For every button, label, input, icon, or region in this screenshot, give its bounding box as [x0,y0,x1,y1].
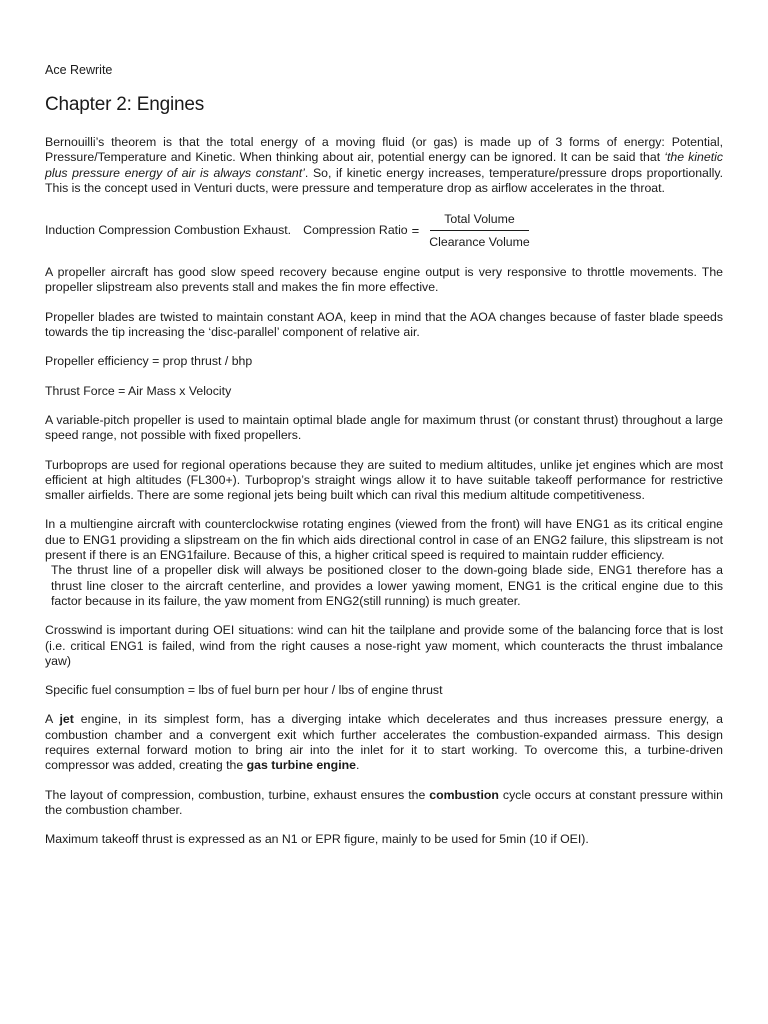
fraction [423,212,535,249]
chapter-title: Chapter 2: Engines [45,94,205,115]
text-span: A [45,712,60,727]
engine-stages-text: Induction Compression Combustion Exhaust. [45,223,292,238]
bold-term-combustion: combustion [429,787,499,802]
paragraph-crosswind: Crosswind is important during OEI situations: wind can hit the tailplane and provide some of the balancing force that is lost (i.e. critical ENG1 is failed, wind from the right causes a nose-right yaw moment, which counteracts the thrust imbalance yaw) [45,623,723,668]
text-span: cycle occurs at constant pressure within the combustion chamber. [45,787,723,817]
compression-ratio-formula [45,210,723,250]
compression-ratio-label: Compression Ratio [303,223,408,238]
text-span: Bernouilli’s theorem is that the total energy of a moving fluid (or gas) is made up of 3 forms of energy: Potential, Pressure/Temperature and Kinetic. When thinking about air, potential energy can be ignored. It can be said that [45,135,723,165]
text-span: . [355,758,360,773]
paragraph-blade-twist: Propeller blades are twisted to maintain constant AOA, keep in mind that the AOA changes because of faster blade speeds towards the tip increasing the ‘disc-parallel’ component of relative air. [45,309,723,340]
paragraph-jet-engine [45,712,723,773]
paragraph-sfc: Specific fuel consumption = lbs of fuel burn per hour / lbs of engine thrust [45,683,443,698]
quote-text: ‘the kinetic plus pressure energy of air is always constant’ [45,150,723,180]
bold-term-gas-turbine-engine: gas turbine engine [246,758,356,773]
paragraph-critical-engine: In a multiengine aircraft with counterclockwise rotating engines (viewed from the front) will have ENG1 as its critical engine due to ENG1 providing a slipstream on the fin which aids directional control in case of an ENG2 failure, this slipstream is not present if there is an ENG1failure. Because of this, a higher critical speed is required to maintain rudder efficiency. [45,517,723,563]
paragraph-variable-pitch: A variable-pitch propeller is used to maintain optimal blade angle for maximum thrust (or constant thrust) throughout a large speed range, not possible with fixed propellers. [45,412,723,443]
fraction-denominator: Clearance Volume [429,234,530,249]
text-span: . So, if kinetic energy increases, temperature/pressure drops proportionally. This is the concept used in Venturi ducts, were pressure and temperature drop as airflow accelerates in the throat. [45,165,724,195]
paragraph-turboprops: Turboprops are used for regional operations because they are suited to medium altitudes, unlike jet engines which are most efficient at high altitudes (FL300+). Turboprop’s straight wings allow it to have suitable takeoff performance for restrictive smaller airfields. There are some regional jets being built which can rival this medium altitude competitiveness. [45,457,723,503]
paragraph-propeller-recovery: A propeller aircraft has good slow speed recovery because engine output is very responsive to throttle movements. The propeller slipstream also prevents stall and makes the fin more effective. [45,265,723,295]
paragraph-max-takeoff-thrust: Maximum takeoff thrust is expressed as an N1 or EPR figure, mainly to be used for 5min (10 if OEI). [45,832,589,847]
paragraph-thrust-line: The thrust line of a propeller disk will always be positioned closer to the down-going blade side, ENG1 therefore has a thrust line closer to the aircraft centerline, and provides a lower yawing moment, ENG1 is the critical engine due to this factor because in its failure, the yaw moment from ENG2(still running) is much greater. [51,563,723,608]
paragraph-layout [45,788,723,819]
fraction-numerator: Total Volume [430,212,528,231]
header-label: Ace Rewrite [45,63,113,77]
text-span: engine, in its simplest form, has a diverging intake which decelerates and thus increases pressure energy, a combustion chamber and a convergent exit which further accelerates the combustion-expanded airmass. This design requires external forward motion to bring air into the inlet for it to start working. To overcome this, a turbine-driven compressor was added, creating the [45,712,723,773]
paragraph-propeller-efficiency: Propeller efficiency = prop thrust / bhp [45,354,253,369]
bold-term-jet: jet [59,712,74,727]
equals-sign: = [411,222,420,238]
paragraph-bernoulli [45,135,723,196]
text-span: The layout of compression, combustion, turbine, exhaust ensures the [45,787,430,802]
paragraph-thrust-force: Thrust Force = Air Mass x Velocity [45,383,232,398]
